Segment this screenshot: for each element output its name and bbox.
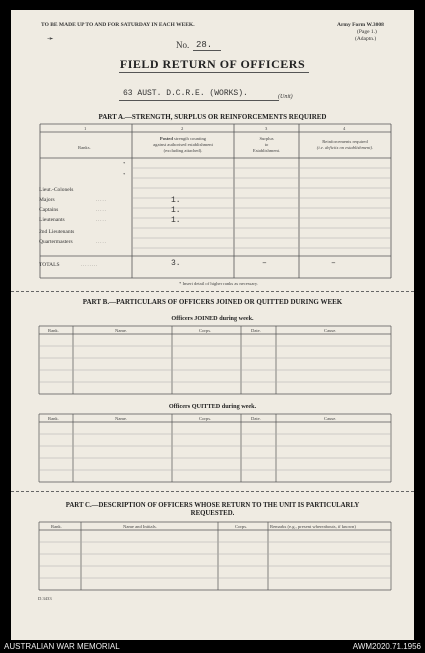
totals-posted: 3. [171, 259, 181, 268]
rank-lieutenants: Lieutenants [39, 217, 65, 223]
rank-asterisk-2: * [123, 172, 126, 177]
posted-majors: 1. [171, 196, 181, 205]
joined-col-rank: Rank. [48, 328, 59, 333]
col-header-reinforcements: Reinforcements required [322, 139, 368, 144]
rank-majors: Majors [39, 197, 55, 203]
part-c-title-line2: REQUESTED. [190, 510, 235, 517]
part-a-title: PART A.—STRENGTH, SURPLUS OR REINFORCEMENTS REQUIRED [98, 113, 327, 121]
form-page: TO BE MADE UP TO AND FOR SATURDAY IN EACH WEEK. Army Form W.3008 (Page 1.) (Adaptn.) ➛ No. 28. FIELD RETURN OF OFFICERS 63 AUST. D.C.R.E. (WORKS). (Unit) PART A.—STRENGTH, SURPLUS OR REINFORCEMENTS REQUIRED 1 2 3 4 Ranks. Posted strength counting against authorised establishment (excluding attached). Surplus to Establishment. Reinforcements required (i.e. deficits on establishment). * * Lieut.-Colonels Majors Captains Lieutenants 2nd Lieutenants Quartermasters ..... ..... ..... ..... 1. 1. 1. TOTALS ........ 3. – – * Insert detail of higher ranks as necessary. PART B.—PARTICULARS OF OFFICERS JOINED OR QUITTED DURING WEEK Officers JOINED during week. Rank. Name. Corps. Date. Cause. Officers QUITTED during week. Rank. Name. Corps. Date. Cause. PART C.—DESCRIPTION OF OFFICERS WHOSE RETURN TO THE UNIT IS PARTICULARLY REQUESTED. Rank. Name and Initials. Corps. Remarks (e.g., present whereabouts, if known) D.3433 [11, 10, 414, 640]
part-c-col-remarks: Remarks (e.g., present whereabouts, if known) [270, 524, 356, 529]
army-form-number: Army Form W.3008 [337, 22, 384, 28]
rank-asterisk-1: * [123, 161, 126, 166]
totals-reinforcements: – [331, 259, 336, 268]
col-header-ranks: Ranks. [78, 145, 91, 150]
quitted-col-name: Name. [115, 416, 128, 421]
col-number-4: 4 [343, 126, 346, 131]
rank-quartermasters: Quartermasters [39, 239, 73, 245]
rank-2nd-lieutenants: 2nd Lieutenants [39, 229, 75, 235]
totals-label: TOTALS [39, 262, 60, 268]
col-header-surplus: Surplus [259, 136, 274, 141]
part-c-col-rank: Rank. [51, 524, 62, 529]
joined-title: Officers JOINED during week. [171, 315, 254, 322]
joined-col-corps: Corps. [199, 328, 212, 333]
quitted-col-corps: Corps. [199, 416, 212, 421]
joined-col-cause: Cause. [324, 328, 337, 333]
totals-surplus: – [262, 259, 267, 268]
col-number-3: 3 [265, 126, 268, 131]
rank-captains: Captains [39, 207, 59, 213]
part-c-title: PART C.—DESCRIPTION OF OFFICERS WHOSE RETURN TO THE UNIT IS PARTICULARLY [65, 502, 360, 509]
joined-col-date: Date. [251, 328, 261, 333]
return-number: 28. [196, 40, 213, 50]
posted-captains: 1. [171, 206, 181, 215]
col-number-1: 1 [84, 126, 87, 131]
adaptation-note: (Adaptn.) [355, 36, 377, 42]
posted-lieutenants: 1. [171, 216, 181, 225]
quitted-col-cause: Cause. [324, 416, 337, 421]
arrow-mark-icon: ➛ [47, 34, 54, 43]
part-c-col-corps: Corps. [235, 524, 248, 529]
part-a-footnote: * Insert detail of higher ranks as necessary. [179, 281, 259, 286]
form-code: D.3433 [38, 596, 52, 601]
footer-accession-number: AWM2020.71.1956 [352, 642, 421, 651]
part-c-table [11, 10, 414, 640]
return-number-label: No. [176, 40, 190, 50]
form-title: FIELD RETURN OF OFFICERS [119, 57, 306, 71]
page-note: (Page 1.) [357, 29, 377, 35]
unit-label: (Unit) [278, 94, 293, 100]
col-header-posted: Posted strength counting [159, 136, 207, 141]
col-number-2: 2 [181, 126, 184, 131]
quitted-col-rank: Rank. [48, 416, 59, 421]
part-c-col-name: Name and Initials. [123, 524, 157, 529]
quitted-title: Officers QUITTED during week. [168, 403, 257, 410]
quitted-col-date: Date. [251, 416, 261, 421]
joined-col-name: Name. [115, 328, 128, 333]
form-instruction: TO BE MADE UP TO AND FOR SATURDAY IN EACH WEEK. [41, 22, 195, 28]
unit-name: 63 AUST. D.C.R.E. (WORKS). [123, 89, 248, 98]
rank-lieut-colonels: Lieut.-Colonels [39, 187, 74, 193]
part-b-title: PART B.—PARTICULARS OF OFFICERS JOINED OR QUITTED DURING WEEK [82, 298, 343, 306]
footer-archive-name: AUSTRALIAN WAR MEMORIAL [4, 642, 120, 651]
